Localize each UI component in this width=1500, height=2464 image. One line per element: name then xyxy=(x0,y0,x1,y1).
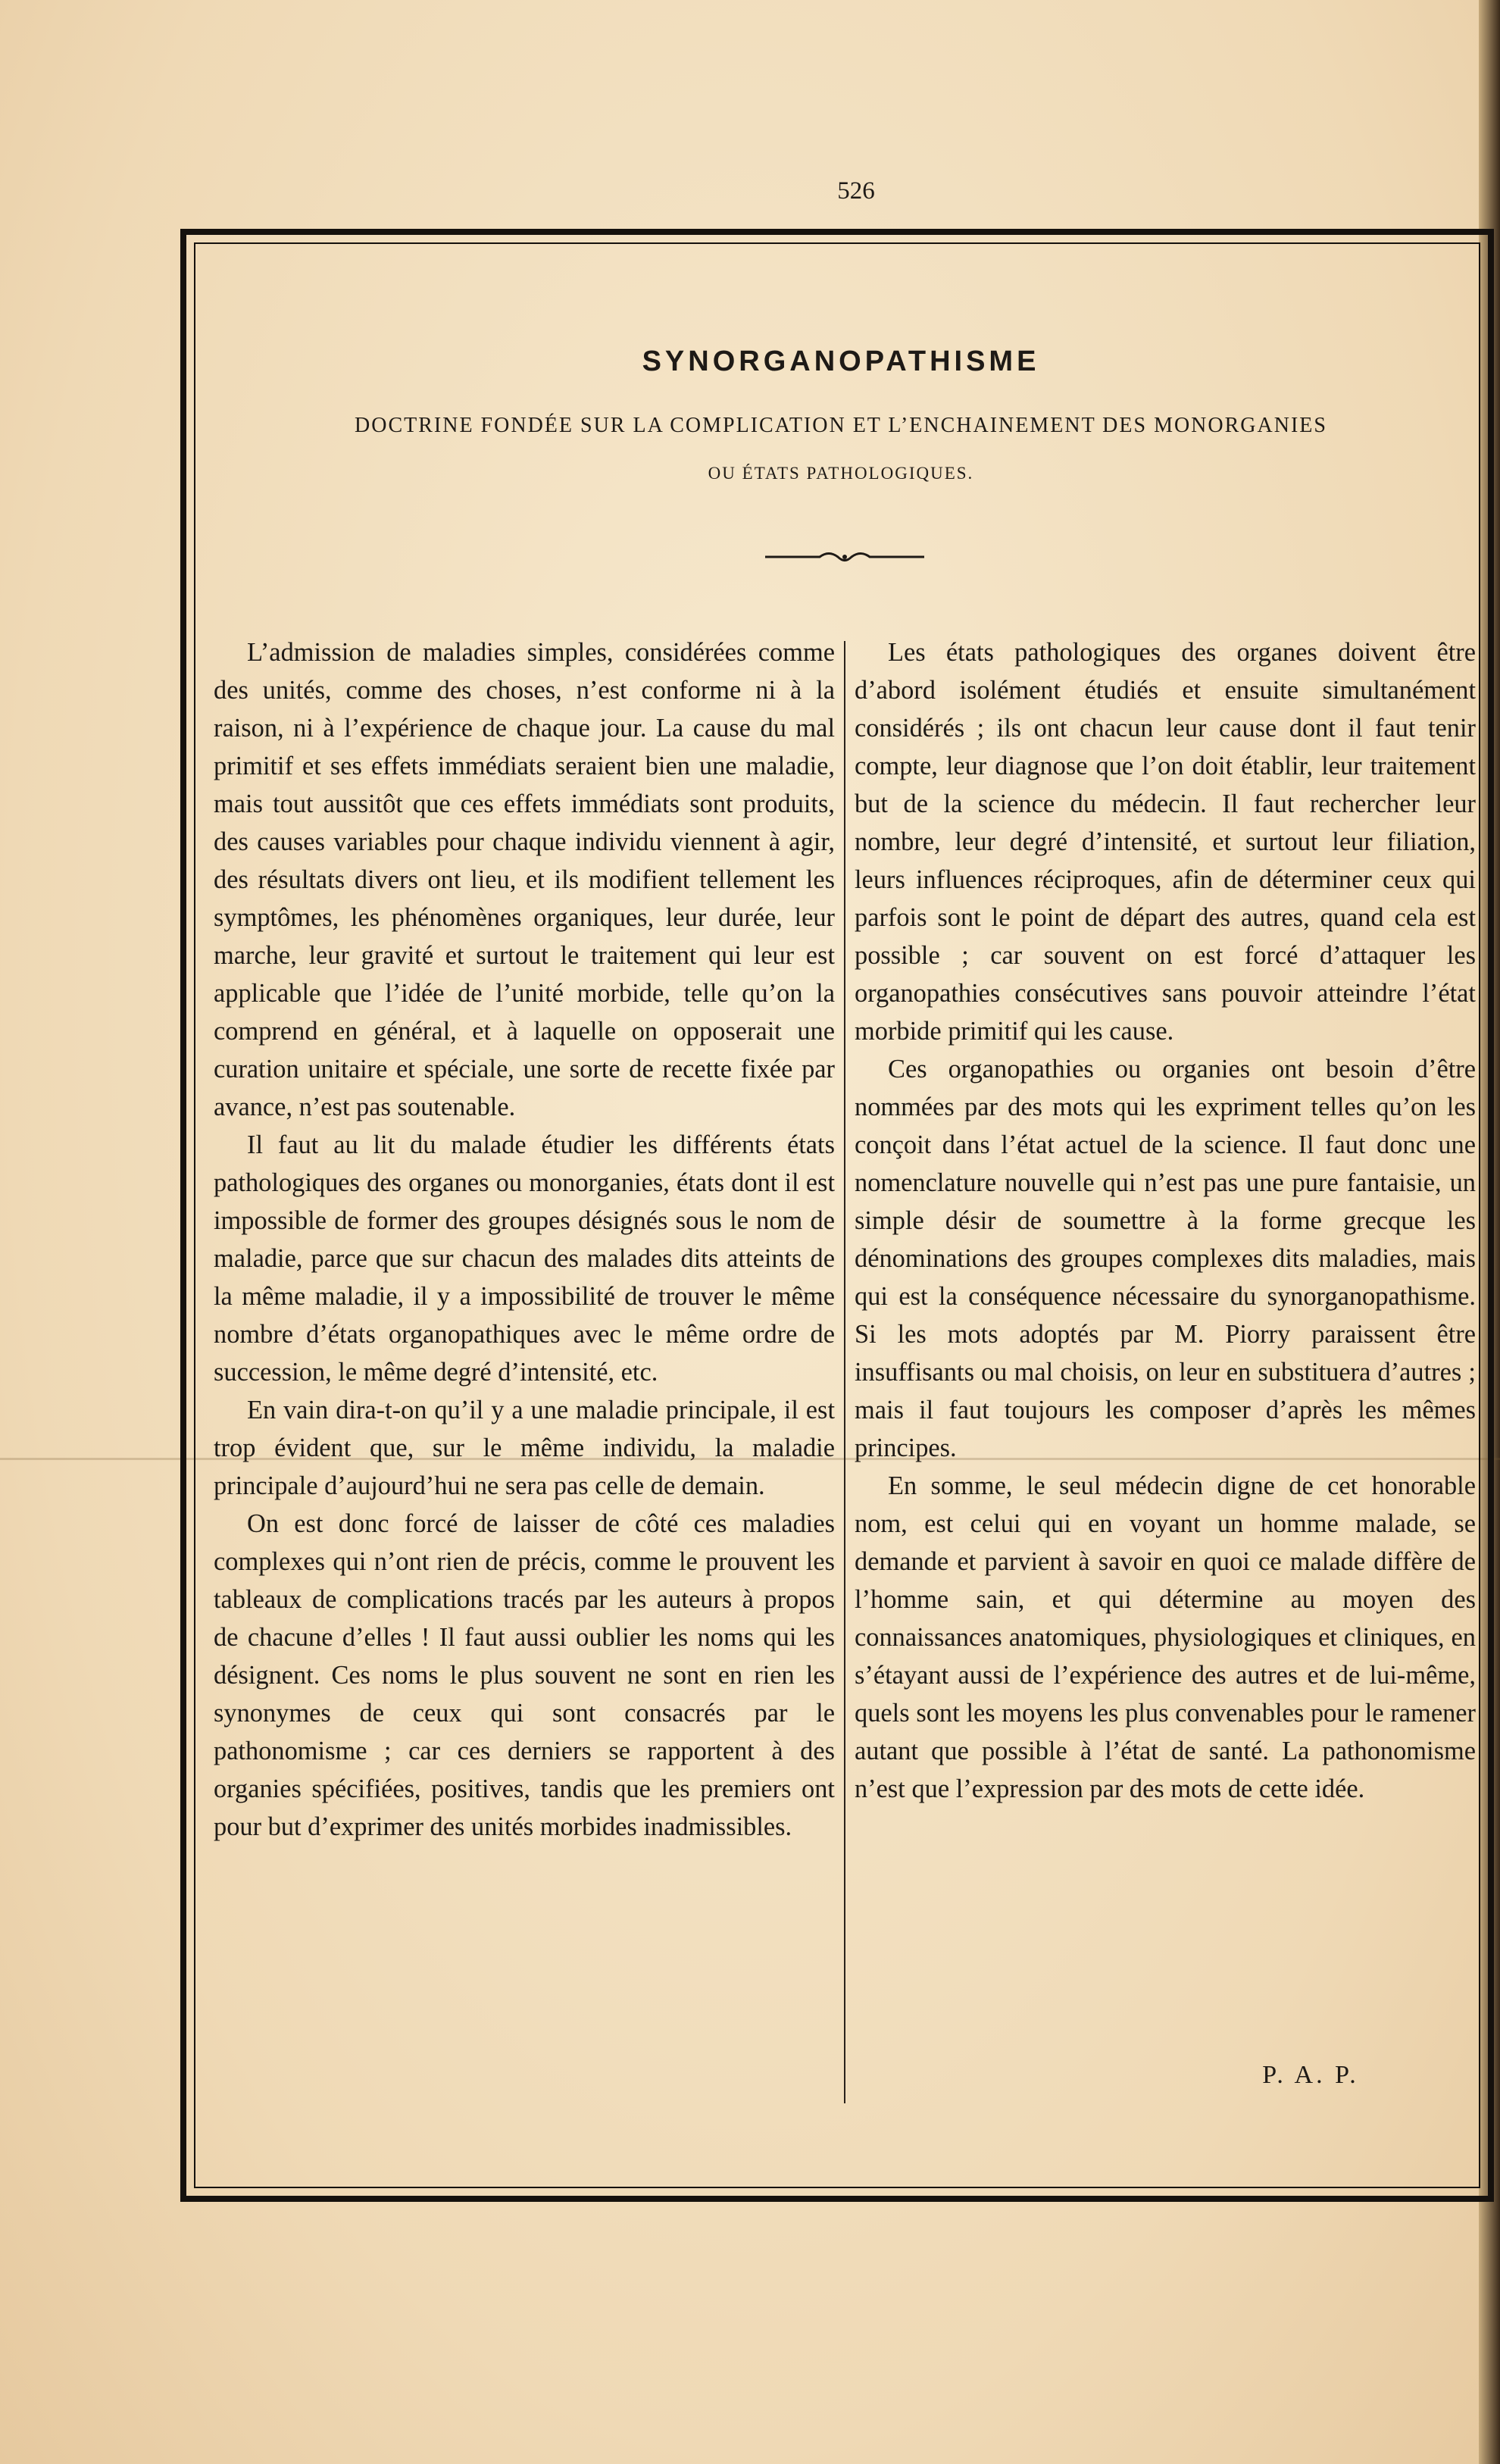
column-divider xyxy=(844,641,845,2103)
left-paragraph-1: L’admission de maladies simples, considérées comme des unités, comme des choses, n’est conforme ni à la raison, ni à l’expérience de chaque jour. La cause du mal primitif et ses effets immédiats seraient bien une maladie, mais tout aussitôt que ces effets immédiats sont produits, des causes variables pour chaque individu viennent à agir, des résultats divers ont lieu, et ils modifient tellement les symptômes, les phénomènes organiques, leur durée, leur marche, leur gravité et surtout le traitement qui leur est applicable que l’idée de l’unité morbide, telle qu’on la comprend en général, et à laquelle on opposerait une curation unitaire et spéciale, une sorte de recette fixée par avance, n’est pas soutenable. xyxy=(214,638,835,1121)
left-paragraph-4: On est donc forcé de laisser de côté ces maladies complexes qui n’ont rien de précis, comme le prouvent les tableaux de complications tracés par les auteurs à propos de chacune d’elles ! Il faut aussi oublier les noms qui les désignent. Ces noms le plus souvent ne sont en rien les synonymes de ceux qui sont consacrés par le pathonomisme ; car ces derniers se rapportent à des organies spécifiées, positives, tandis que les premiers ont pour but d’exprimer des unités morbides inadmissibles. xyxy=(214,1509,835,1841)
right-paragraph-1: Les états pathologiques des organes doivent être d’abord isolément étudiés et ensuite simultanément considérés ; ils ont chacun leur cause dont il faut tenir compte, leur diagnose que l’on doit établir, leur traitement but de la science du médecin. Il faut rechercher leur nombre, leur degré d’intensité, et surtout leur filiation, leurs influences réciproques, afin de déterminer ceux qui parfois sont le point de départ des autres, quand cela est possible ; car souvent on est forcé d’attaquer les organopathies consécutives sans pouvoir atteindre l’état morbide primitif qui les cause. xyxy=(855,638,1476,1046)
left-paragraph-3: En vain dira-t-on qu’il y a une maladie principale, il est trop évident que, sur le même individu, la maladie principale d’aujourd’hui ne sera pas celle de demain. xyxy=(214,1396,835,1500)
ornament-divider-icon xyxy=(765,546,924,568)
subtitle-line-1: DOCTRINE FONDÉE SUR LA COMPLICATION ET L’ENCHAINEMENT DES MONORGANIES xyxy=(355,414,1327,437)
signature: P. A. P. xyxy=(1262,2061,1359,2089)
right-column xyxy=(855,633,1476,1808)
left-paragraph-2: Il faut au lit du malade étudier les différents états pathologiques des organes ou monorganies, états dont il est impossible de former des groupes désignés sous le nom de maladie, parce que sur chacun des malades dits atteints de la même maladie, il y a impossibilité de trouver le même nombre d’états organopathiques avec le même ordre de succession, le même degré d’intensité, etc. xyxy=(214,1130,835,1387)
page-number: 526 xyxy=(837,177,875,205)
document-title: SYNORGANOPATHISME xyxy=(642,346,1040,377)
left-column xyxy=(214,633,835,1846)
right-paragraph-2: Ces organopathies ou organies ont besoin d’être nommées par des mots qui les expriment telles qu’on les conçoit dans l’état actuel de la science. Il faut donc une nomenclature nouvelle qui n’est pas une pure fantaisie, un simple désir de soumettre à la forme grecque les dénominations des groupes complexes dits maladies, mais qui est la conséquence nécessaire du synorganopathisme. Si les mots adoptés par M. Piorry paraissent être insuffisants ou mal choisis, on leur en substituera d’autres ; mais il faut toujours les composer d’après les mêmes principes. xyxy=(855,1055,1476,1462)
subtitle-line-2: OU ÉTATS PATHOLOGIQUES. xyxy=(708,464,974,483)
right-paragraph-3: En somme, le seul médecin digne de cet honorable nom, est celui qui en voyant un homme malade, se demande et parvient à savoir en quoi ce malade diffère de l’homme sain, et qui détermine au moyen des connaissances anatomiques, physiologiques et cliniques, en s’étayant aussi de l’expérience des autres et de lui-même, quels sont les moyens les plus convenables pour le ramener autant que possible à l’état de santé. La pathonomisme n’est que l’expression par des mots de cette idée. xyxy=(855,1471,1476,1803)
